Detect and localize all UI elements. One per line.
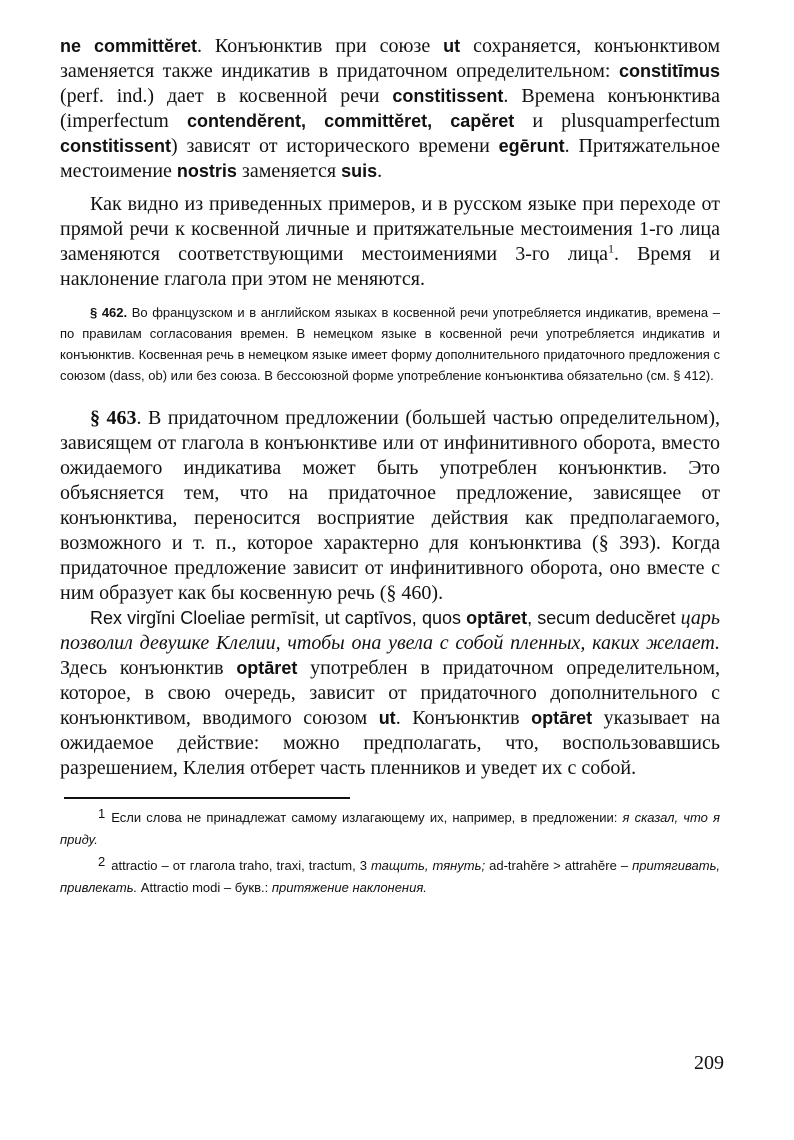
italic-text: притяжение наклонения. [271, 880, 427, 895]
text-run: . Времена конъюнктива (imperfectum [60, 85, 720, 132]
translation-text: царь позволил девушке Клелии, чтобы она увела с собой пленных, каких желает. [60, 607, 720, 654]
italic-text: тащить, тянуть; [371, 858, 486, 873]
text-run: Здесь конъюнктив [60, 657, 237, 679]
latin-text: , secum deducĕret [527, 608, 681, 628]
footnote-number: 1 [98, 806, 106, 821]
text-run: . Конъюнктив при союзе [196, 35, 444, 57]
footnote-2 [60, 851, 720, 899]
latin-term: ut [443, 36, 461, 56]
text-run: . Конъюнктив [395, 707, 532, 729]
text-run: и plusquamperfectum [514, 110, 721, 132]
latin-term: ne committĕret [60, 36, 197, 56]
text-run: . Притяжательное местоимение [60, 135, 720, 182]
latin-term: optāret [466, 608, 528, 628]
section-number: § 462. [90, 305, 128, 320]
small-print-paragraph [60, 302, 720, 386]
paragraph-example [60, 606, 720, 781]
text-run: ad-trahĕre > attrahĕre – [485, 858, 633, 873]
latin-term: ut [378, 708, 396, 728]
text-run: . В придаточном предложении (большей частью определительном), зависящем от глагола в конъюнктиве или от инфинитивного оборота, вместо ожидаемого индикатива может быть употреблен конъюнктив. Это объясняется тем, что на придаточное предложение, зависящее от конъюнктива, переносится восприятие действия как предполагаемого, возможного и т. п., которое характерно для конъюнктива (§ 393). Когда придаточное предложение зависит от инфинитивного оборота, оно вместе с ним образует как бы косвенную речь (§ 460). [60, 407, 721, 604]
italic-text: я сказал, что я приду. [60, 810, 721, 847]
paragraph-463 [60, 406, 720, 606]
text-run: заменяется [236, 160, 342, 182]
latin-term: constitissent [392, 86, 504, 106]
footnote-number: 2 [98, 854, 106, 869]
text-run: сохраняется, конъюнктивом заменяется также индикатив в придаточном определительном: [60, 35, 720, 82]
section-number: § 463 [90, 407, 137, 429]
footnote-divider [64, 797, 350, 799]
latin-term: egērunt [498, 136, 565, 156]
text-run: attractio – от глагола traho, traxi, tractum, 3 [111, 858, 371, 873]
text-run: (perf. ind.) дает в косвенной речи [60, 85, 393, 107]
text-run: ) зависят от исторического времени [171, 135, 499, 157]
latin-term: constitissent [60, 136, 172, 156]
text-run: Во французском и в английском языках в косвенной речи употребляется индикатив, времена – по правилам согласования времен. В немецком языке в косвенной речи употребляется индикатив и конъюнктив. Косвенная речь в немецком языке имеет форму дополнительного придаточного предложения с союзом (dass, ob) или без союза. В бессоюзной форме употребление конъюнктива обязательно (см. § 412). [60, 305, 720, 383]
text-run: . [377, 160, 383, 182]
text-run: употреблен в придаточном определительном, которое, в свою очередь, зависит от придаточного дополнительного с конъюнктивом, вводимого союзом [60, 657, 720, 729]
page-number: 209 [694, 1052, 724, 1074]
latin-term: contendĕrent, committĕret, capĕret [186, 111, 515, 131]
text-run: Если слова не принадлежат самому излагающему их, например, в предложении: [111, 810, 623, 825]
paragraph-2 [60, 192, 720, 292]
text-run: указывает на ожидаемое действие: можно предполагать, что, воспользовавшись разрешением, Клелия отберет часть пленников и уведет их с собой. [60, 707, 720, 779]
latin-text: Rex virgĭni Cloeliae permīsit, ut captīvos, quos [90, 608, 467, 628]
text-run: Как видно из приведенных примеров, и в русском языке при переходе от прямой речи к косвенной личные и притяжательные местоимения 1-го лица заменяются соответствующими местоимениями 3-го лица [60, 193, 720, 265]
text-run: Attractio modi – букв.: [137, 880, 272, 895]
text-run: . Время и наклонение глагола при этом не меняются. [60, 243, 720, 290]
paragraph-1 [60, 34, 720, 184]
italic-text: притягивать, привлекать. [60, 858, 721, 895]
latin-term: nostris [176, 161, 237, 181]
footnote-ref-1[interactable]: 1 [607, 241, 614, 256]
footnote-1 [60, 803, 720, 851]
latin-term: optāret [531, 708, 593, 728]
latin-term: constitīmus [618, 61, 720, 81]
latin-term: suis [341, 161, 378, 181]
latin-term: optāret [236, 658, 298, 678]
